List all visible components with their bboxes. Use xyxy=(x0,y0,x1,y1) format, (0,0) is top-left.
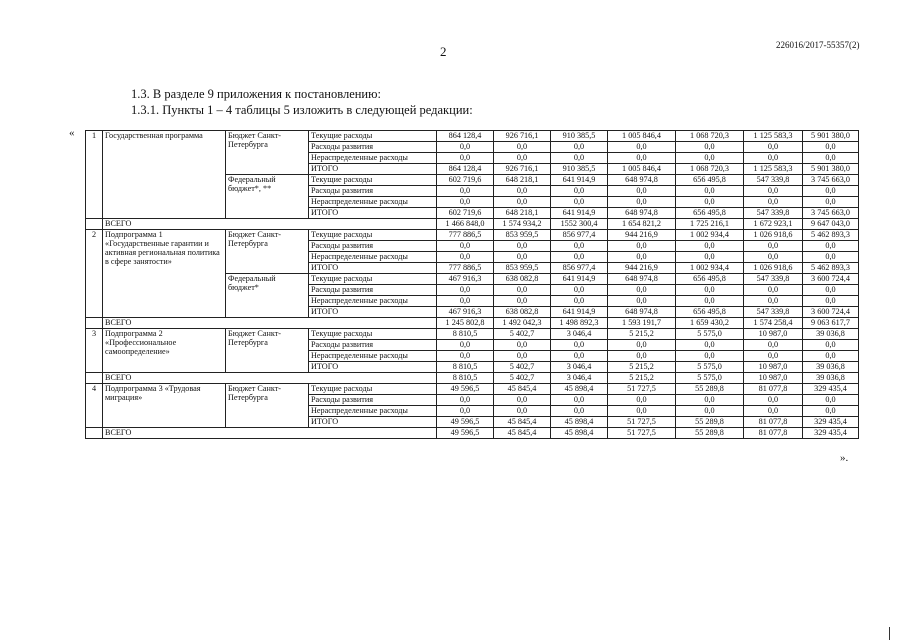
amount-cell: 10 987,0 xyxy=(744,362,803,373)
amount-cell: 0,0 xyxy=(744,186,803,197)
total-amount-cell: 1 659 430,2 xyxy=(676,318,744,329)
amount-cell: 0,0 xyxy=(551,241,608,252)
amount-cell: 10 987,0 xyxy=(744,329,803,340)
total-amount-cell: 51 727,5 xyxy=(608,428,676,439)
expense-type: Текущие расходы xyxy=(309,131,437,142)
amount-cell: 0,0 xyxy=(494,153,551,164)
amount-cell: 0,0 xyxy=(803,197,859,208)
amount-cell: 0,0 xyxy=(676,395,744,406)
amount-cell: 0,0 xyxy=(494,351,551,362)
expense-type: Расходы развития xyxy=(309,142,437,153)
program-name: Подпрограмма 1 «Государственные гарантии и активная региональная политика в сфере занятости» xyxy=(103,230,226,318)
amount-cell: 0,0 xyxy=(494,406,551,417)
total-amount-cell: 10 987,0 xyxy=(744,373,803,384)
amount-cell: 648 218,1 xyxy=(494,208,551,219)
amount-cell: 0,0 xyxy=(803,142,859,153)
amount-cell: 329 435,4 xyxy=(803,384,859,395)
amount-cell: 0,0 xyxy=(676,406,744,417)
amount-cell: 5 215,2 xyxy=(608,329,676,340)
amount-cell: 0,0 xyxy=(676,153,744,164)
amount-cell: 0,0 xyxy=(437,406,494,417)
total-amount-cell: 1 245 802,8 xyxy=(437,318,494,329)
amount-cell: 5 215,2 xyxy=(608,362,676,373)
amount-cell: 467 916,3 xyxy=(437,274,494,285)
total-amount-cell: 55 289,8 xyxy=(676,428,744,439)
amount-cell: 547 339,8 xyxy=(744,274,803,285)
amount-cell: 0,0 xyxy=(437,395,494,406)
amount-cell: 0,0 xyxy=(803,252,859,263)
program-name: Подпрограмма 2 «Профессиональное самоопределение» xyxy=(103,329,226,373)
amount-cell: 0,0 xyxy=(803,296,859,307)
total-amount-cell: 1 672 923,1 xyxy=(744,219,803,230)
expense-type: Расходы развития xyxy=(309,285,437,296)
funding-source: Федеральный бюджет*, ** xyxy=(226,175,309,219)
amount-cell: 0,0 xyxy=(803,186,859,197)
page-number: 2 xyxy=(440,44,447,59)
amount-cell: 0,0 xyxy=(608,142,676,153)
amount-cell: 0,0 xyxy=(676,241,744,252)
amount-cell: 8 810,5 xyxy=(437,362,494,373)
funding-source: Бюджет Санкт-Петербурга xyxy=(226,131,309,175)
amount-cell: 0,0 xyxy=(437,252,494,263)
amount-cell: 0,0 xyxy=(608,285,676,296)
item-number: 1 xyxy=(86,131,103,219)
amount-cell: 1 005 846,4 xyxy=(608,131,676,142)
amount-cell: 648 974,8 xyxy=(608,307,676,318)
amount-cell: 648 974,8 xyxy=(608,175,676,186)
amount-cell: 0,0 xyxy=(608,197,676,208)
expense-type: Расходы развития xyxy=(309,340,437,351)
amount-cell: 0,0 xyxy=(676,186,744,197)
amount-cell: 8 810,5 xyxy=(437,329,494,340)
amount-cell: 5 901 380,0 xyxy=(803,131,859,142)
amount-cell: 0,0 xyxy=(676,142,744,153)
amount-cell: 0,0 xyxy=(551,351,608,362)
amount-cell: 0,0 xyxy=(803,351,859,362)
amount-cell: 0,0 xyxy=(551,186,608,197)
amount-cell: 0,0 xyxy=(803,395,859,406)
amount-cell: 45 845,4 xyxy=(494,417,551,428)
amount-cell: 0,0 xyxy=(608,340,676,351)
expense-type: Нераспределенные расходы xyxy=(309,197,437,208)
total-amount-cell: 45 898,4 xyxy=(551,428,608,439)
total-amount-cell: 45 845,4 xyxy=(494,428,551,439)
page-edge-mark xyxy=(889,627,890,640)
amount-cell: 0,0 xyxy=(494,296,551,307)
amount-cell: 45 845,4 xyxy=(494,384,551,395)
table-row xyxy=(86,384,859,395)
amount-cell: 0,0 xyxy=(494,285,551,296)
amount-cell: 0,0 xyxy=(551,252,608,263)
expense-type: Расходы развития xyxy=(309,395,437,406)
amount-cell: 0,0 xyxy=(437,285,494,296)
total-amount-cell: 3 046,4 xyxy=(551,373,608,384)
program-name: Государственная программа xyxy=(103,131,226,219)
amount-cell: 638 082,8 xyxy=(494,274,551,285)
amount-cell: 0,0 xyxy=(494,395,551,406)
amount-cell: 864 128,4 xyxy=(437,164,494,175)
expense-type: Нераспределенные расходы xyxy=(309,351,437,362)
amount-cell: 0,0 xyxy=(676,340,744,351)
amount-cell: 864 128,4 xyxy=(437,131,494,142)
amount-cell: 641 914,9 xyxy=(551,175,608,186)
expense-type: Текущие расходы xyxy=(309,175,437,186)
amount-cell: 5 575,0 xyxy=(676,329,744,340)
amount-cell: 0,0 xyxy=(494,142,551,153)
funding-source: Федеральный бюджет* xyxy=(226,274,309,318)
amount-cell: 856 977,4 xyxy=(551,263,608,274)
total-label: ВСЕГО xyxy=(103,373,437,384)
amount-cell: 0,0 xyxy=(676,296,744,307)
empty-cell xyxy=(86,318,103,329)
expense-type: Текущие расходы xyxy=(309,384,437,395)
amount-cell: 45 898,4 xyxy=(551,417,608,428)
total-row xyxy=(86,219,859,230)
expense-type: Нераспределенные расходы xyxy=(309,406,437,417)
amount-cell: 0,0 xyxy=(551,340,608,351)
table-row xyxy=(86,329,859,340)
total-amount-cell: 9 647 043,0 xyxy=(803,219,859,230)
amount-cell: 944 216,9 xyxy=(608,230,676,241)
amount-cell: 0,0 xyxy=(803,285,859,296)
amount-cell: 1 068 720,3 xyxy=(676,164,744,175)
item-number: 4 xyxy=(86,384,103,428)
amount-cell: 0,0 xyxy=(551,142,608,153)
total-amount-cell: 5 402,7 xyxy=(494,373,551,384)
amount-cell: 648 974,8 xyxy=(608,274,676,285)
amount-cell: 0,0 xyxy=(744,395,803,406)
funding-source: Бюджет Санкт-Петербурга xyxy=(226,230,309,274)
amount-cell: 910 385,5 xyxy=(551,131,608,142)
total-row xyxy=(86,318,859,329)
amount-cell: 926 716,1 xyxy=(494,131,551,142)
total-amount-cell: 1 593 191,7 xyxy=(608,318,676,329)
section-heading: 1.3. В разделе 9 приложения к постановлению: xyxy=(131,87,381,101)
budget-table xyxy=(85,130,859,439)
amount-cell: 0,0 xyxy=(744,197,803,208)
total-amount-cell: 49 596,5 xyxy=(437,428,494,439)
amount-cell: 5 402,7 xyxy=(494,362,551,373)
amount-cell: 856 977,4 xyxy=(551,230,608,241)
amount-cell: 51 727,5 xyxy=(608,384,676,395)
amount-cell: 0,0 xyxy=(744,296,803,307)
amount-cell: 1 005 846,4 xyxy=(608,164,676,175)
item-number: 2 xyxy=(86,230,103,318)
amount-cell: 0,0 xyxy=(437,142,494,153)
amount-cell: 0,0 xyxy=(744,406,803,417)
total-amount-cell: 1 466 848,0 xyxy=(437,219,494,230)
amount-cell: 0,0 xyxy=(608,406,676,417)
amount-cell: 49 596,5 xyxy=(437,384,494,395)
empty-cell xyxy=(86,219,103,230)
amount-cell: 39 036,8 xyxy=(803,362,859,373)
amount-cell: 944 216,9 xyxy=(608,263,676,274)
program-name: Подпрограмма 3 «Трудовая миграция» xyxy=(103,384,226,428)
funding-source: Бюджет Санкт-Петербурга xyxy=(226,329,309,373)
amount-cell: 0,0 xyxy=(744,153,803,164)
amount-cell: 1 125 583,3 xyxy=(744,164,803,175)
amount-cell: 602 719,6 xyxy=(437,208,494,219)
amount-cell: 81 077,8 xyxy=(744,417,803,428)
amount-cell: 0,0 xyxy=(676,252,744,263)
amount-cell: 0,0 xyxy=(676,351,744,362)
total-amount-cell: 9 063 617,7 xyxy=(803,318,859,329)
amount-cell: 45 898,4 xyxy=(551,384,608,395)
expense-type: Нераспределенные расходы xyxy=(309,153,437,164)
expense-type: Нераспределенные расходы xyxy=(309,252,437,263)
amount-cell: 656 495,8 xyxy=(676,208,744,219)
total-label: ВСЕГО xyxy=(103,219,437,230)
total-label: ВСЕГО xyxy=(103,428,437,439)
amount-cell: 547 339,8 xyxy=(744,208,803,219)
amount-cell: 55 289,8 xyxy=(676,417,744,428)
amount-cell: 777 886,5 xyxy=(437,230,494,241)
expense-type: ИТОГО xyxy=(309,362,437,373)
amount-cell: 926 716,1 xyxy=(494,164,551,175)
amount-cell: 1 026 918,6 xyxy=(744,230,803,241)
amount-cell: 0,0 xyxy=(437,351,494,362)
amount-cell: 1 002 934,4 xyxy=(676,263,744,274)
total-amount-cell: 329 435,4 xyxy=(803,428,859,439)
amount-cell: 0,0 xyxy=(744,340,803,351)
amount-cell: 641 914,9 xyxy=(551,307,608,318)
amount-cell: 0,0 xyxy=(744,241,803,252)
amount-cell: 0,0 xyxy=(551,406,608,417)
amount-cell: 0,0 xyxy=(437,197,494,208)
table-row xyxy=(86,230,859,241)
amount-cell: 0,0 xyxy=(608,186,676,197)
total-amount-cell: 1 574 258,4 xyxy=(744,318,803,329)
expense-type: Нераспределенные расходы xyxy=(309,296,437,307)
amount-cell: 0,0 xyxy=(676,285,744,296)
amount-cell: 853 959,5 xyxy=(494,230,551,241)
amount-cell: 5 901 380,0 xyxy=(803,164,859,175)
amount-cell: 0,0 xyxy=(551,197,608,208)
expense-type: Текущие расходы xyxy=(309,329,437,340)
amount-cell: 0,0 xyxy=(608,153,676,164)
expense-type: ИТОГО xyxy=(309,208,437,219)
subsection-heading: 1.3.1. Пункты 1 – 4 таблицы 5 изложить в следующей редакции: xyxy=(131,103,473,117)
amount-cell: 1 125 583,3 xyxy=(744,131,803,142)
document-id: 226016/2017-55357(2) xyxy=(776,40,860,50)
amount-cell: 5 575,0 xyxy=(676,362,744,373)
expense-type: ИТОГО xyxy=(309,164,437,175)
amount-cell: 0,0 xyxy=(744,351,803,362)
amount-cell: 910 385,5 xyxy=(551,164,608,175)
amount-cell: 0,0 xyxy=(551,395,608,406)
amount-cell: 3 600 724,4 xyxy=(803,307,859,318)
amount-cell: 5 402,7 xyxy=(494,329,551,340)
expense-type: ИТОГО xyxy=(309,263,437,274)
amount-cell: 0,0 xyxy=(551,296,608,307)
total-amount-cell: 1 574 934,2 xyxy=(494,219,551,230)
empty-cell xyxy=(86,373,103,384)
expense-type: ИТОГО xyxy=(309,417,437,428)
amount-cell: 0,0 xyxy=(803,406,859,417)
amount-cell: 0,0 xyxy=(744,285,803,296)
total-amount-cell: 1 498 892,3 xyxy=(551,318,608,329)
amount-cell: 0,0 xyxy=(803,241,859,252)
amount-cell: 0,0 xyxy=(437,153,494,164)
amount-cell: 547 339,8 xyxy=(744,307,803,318)
amount-cell: 0,0 xyxy=(494,186,551,197)
total-amount-cell: 8 810,5 xyxy=(437,373,494,384)
amount-cell: 0,0 xyxy=(676,197,744,208)
amount-cell: 55 289,8 xyxy=(676,384,744,395)
amount-cell: 0,0 xyxy=(608,351,676,362)
expense-type: Текущие расходы xyxy=(309,230,437,241)
amount-cell: 0,0 xyxy=(437,241,494,252)
amount-cell: 638 082,8 xyxy=(494,307,551,318)
amount-cell: 3 046,4 xyxy=(551,362,608,373)
amount-cell: 3 600 724,4 xyxy=(803,274,859,285)
amount-cell: 656 495,8 xyxy=(676,307,744,318)
amount-cell: 0,0 xyxy=(608,252,676,263)
amount-cell: 5 462 893,3 xyxy=(803,263,859,274)
total-amount-cell: 39 036,8 xyxy=(803,373,859,384)
amount-cell: 648 974,8 xyxy=(608,208,676,219)
amount-cell: 1 068 720,3 xyxy=(676,131,744,142)
amount-cell: 1 002 934,4 xyxy=(676,230,744,241)
amount-cell: 0,0 xyxy=(744,142,803,153)
amount-cell: 0,0 xyxy=(437,296,494,307)
total-amount-cell: 5 575,0 xyxy=(676,373,744,384)
amount-cell: 0,0 xyxy=(551,285,608,296)
total-amount-cell: 81 077,8 xyxy=(744,428,803,439)
amount-cell: 0,0 xyxy=(494,252,551,263)
amount-cell: 51 727,5 xyxy=(608,417,676,428)
expense-type: Расходы развития xyxy=(309,186,437,197)
amount-cell: 39 036,8 xyxy=(803,329,859,340)
amount-cell: 81 077,8 xyxy=(744,384,803,395)
amount-cell: 0,0 xyxy=(494,241,551,252)
expense-type: Текущие расходы xyxy=(309,274,437,285)
table-row xyxy=(86,131,859,142)
amount-cell: 0,0 xyxy=(551,153,608,164)
total-amount-cell: 1552 300,4 xyxy=(551,219,608,230)
amount-cell: 3 745 663,0 xyxy=(803,175,859,186)
amount-cell: 853 959,5 xyxy=(494,263,551,274)
amount-cell: 656 495,8 xyxy=(676,274,744,285)
amount-cell: 467 916,3 xyxy=(437,307,494,318)
total-amount-cell: 1 492 042,3 xyxy=(494,318,551,329)
amount-cell: 0,0 xyxy=(437,186,494,197)
amount-cell: 648 218,1 xyxy=(494,175,551,186)
amount-cell: 1 026 918,6 xyxy=(744,263,803,274)
amount-cell: 656 495,8 xyxy=(676,175,744,186)
total-row xyxy=(86,373,859,384)
total-amount-cell: 1 725 216,1 xyxy=(676,219,744,230)
total-amount-cell: 5 215,2 xyxy=(608,373,676,384)
amount-cell: 547 339,8 xyxy=(744,175,803,186)
amount-cell: 0,0 xyxy=(608,241,676,252)
amount-cell: 0,0 xyxy=(803,340,859,351)
item-number: 3 xyxy=(86,329,103,373)
amount-cell: 49 596,5 xyxy=(437,417,494,428)
amount-cell: 3 745 663,0 xyxy=(803,208,859,219)
total-row xyxy=(86,428,859,439)
expense-type: Расходы развития xyxy=(309,241,437,252)
amount-cell: 0,0 xyxy=(744,252,803,263)
amount-cell: 0,0 xyxy=(437,340,494,351)
closing-quote: ». xyxy=(840,452,849,464)
amount-cell: 0,0 xyxy=(803,153,859,164)
amount-cell: 641 914,9 xyxy=(551,274,608,285)
amount-cell: 0,0 xyxy=(494,340,551,351)
amount-cell: 0,0 xyxy=(608,296,676,307)
amount-cell: 3 046,4 xyxy=(551,329,608,340)
expense-type: ИТОГО xyxy=(309,307,437,318)
opening-quote: « xyxy=(69,127,75,139)
amount-cell: 0,0 xyxy=(608,395,676,406)
empty-cell xyxy=(86,428,103,439)
amount-cell: 329 435,4 xyxy=(803,417,859,428)
total-amount-cell: 1 654 821,2 xyxy=(608,219,676,230)
amount-cell: 777 886,5 xyxy=(437,263,494,274)
total-label: ВСЕГО xyxy=(103,318,437,329)
funding-source: Бюджет Санкт-Петербурга xyxy=(226,384,309,428)
amount-cell: 5 462 893,3 xyxy=(803,230,859,241)
amount-cell: 602 719,6 xyxy=(437,175,494,186)
amount-cell: 641 914,9 xyxy=(551,208,608,219)
amount-cell: 0,0 xyxy=(494,197,551,208)
